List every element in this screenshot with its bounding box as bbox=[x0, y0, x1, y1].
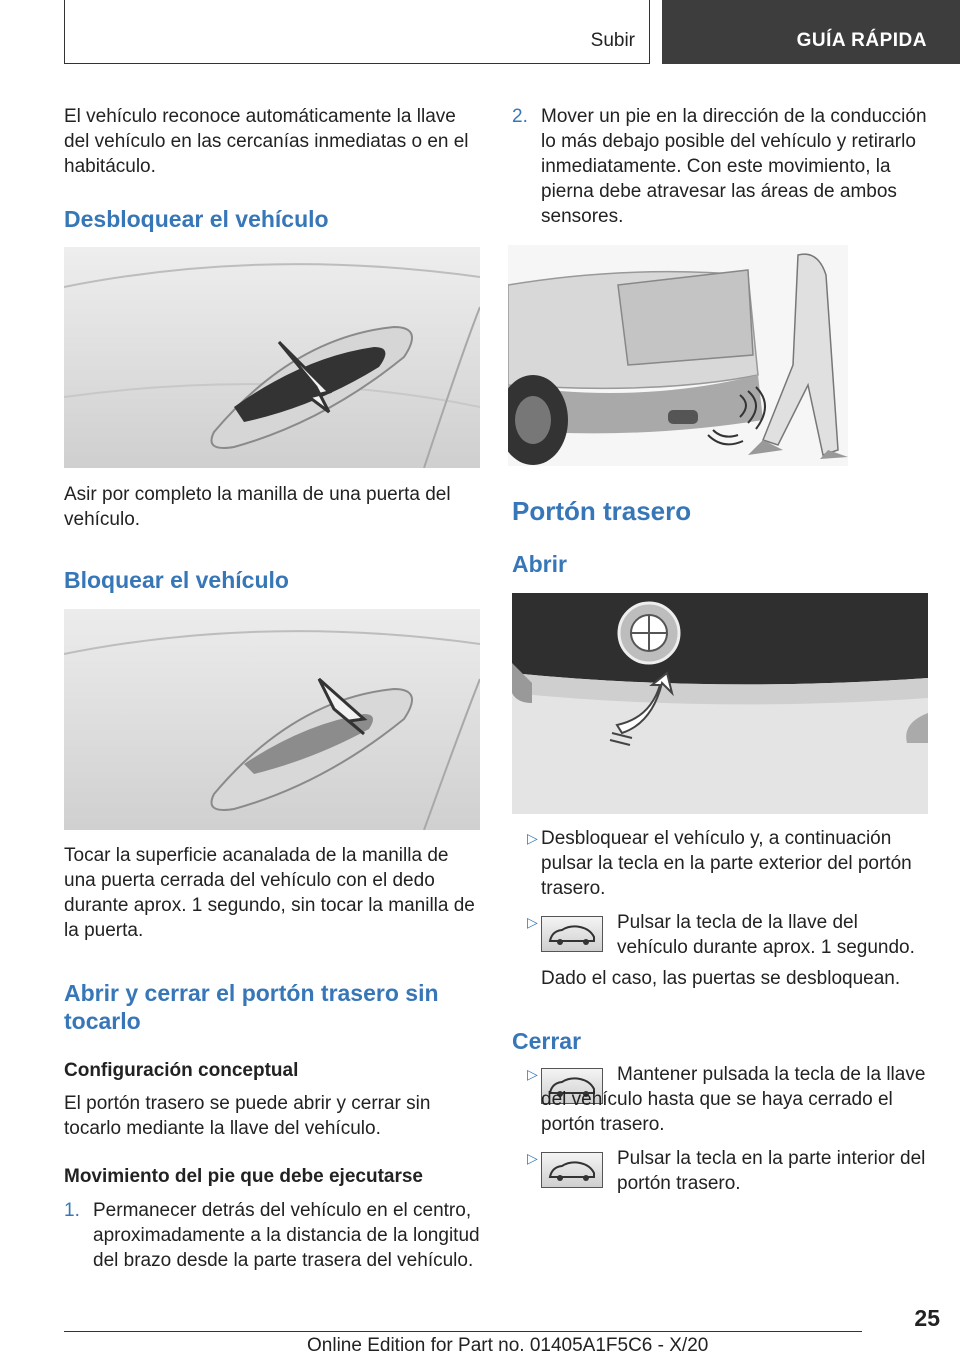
open-note: Dado el caso, las puertas se desbloquean. bbox=[541, 968, 901, 989]
bullet-icon: ▷ bbox=[527, 1150, 538, 1166]
bullet-icon: ▷ bbox=[527, 1066, 538, 1082]
close-item-1: Mantener pulsada la tecla de la llave del vehículo hasta que se haya cerrado el portón trasero. bbox=[541, 1064, 926, 1135]
footer-divider bbox=[64, 1331, 862, 1332]
bullet-icon: ▷ bbox=[527, 830, 538, 846]
lock-text: Tocar la superficie acanalada de la manilla de una puerta cerrada del vehículo con el dedo durante aprox. 1 segundo, sin tocar la manilla de la puerta. bbox=[64, 845, 475, 941]
car-key-icon bbox=[541, 1152, 603, 1188]
step2-text: Mover un pie en la dirección de la conducción lo más debajo posible del vehículo y retirarlo inmediatamente. Con este movimiento, la pierna debe atravesar las áreas de ambos sensores. bbox=[541, 106, 927, 227]
open-item-1: Desbloquear el vehículo y, a continuación pulsar la tecla en la parte exterior del portón trasero. bbox=[541, 828, 912, 899]
page-number: 25 bbox=[914, 1305, 940, 1331]
lock-heading: Bloquear el vehículo bbox=[64, 567, 289, 593]
car-key-icon bbox=[541, 916, 603, 952]
section-tab[interactable] bbox=[662, 0, 960, 64]
footer-edition: Online Edition for Part no. 01405A1F5C6 - X/20 bbox=[307, 1335, 709, 1356]
handsfree-heading: Abrir y cerrar el portón trasero sin tocarlo bbox=[64, 980, 439, 1034]
tailgate-heading: Portón trasero bbox=[512, 496, 692, 526]
unlock-text: Asir por completo la manilla de una puerta del vehículo. bbox=[64, 484, 451, 530]
movement-heading: Movimiento del pie que debe ejecutarse bbox=[64, 1166, 423, 1187]
step2-number: 2. bbox=[512, 106, 528, 127]
close-heading: Cerrar bbox=[512, 1028, 582, 1054]
unlock-heading: Desbloquear el vehículo bbox=[64, 206, 329, 232]
close-item-2: Pulsar la tecla en la parte interior del portón trasero. bbox=[617, 1148, 926, 1194]
open-heading: Abrir bbox=[512, 551, 567, 577]
tailgate-button-illustration bbox=[512, 593, 928, 814]
door-handle-lock-illustration bbox=[64, 609, 480, 830]
concept-heading: Configuración conceptual bbox=[64, 1060, 299, 1081]
step1-text: Permanecer detrás del vehículo en el centro, aproximadamente a la distancia de la longitud del brazo desde la parte trasera del vehículo. bbox=[93, 1200, 480, 1271]
intro-text: El vehículo reconoce automáticamente la llave del vehículo en las cercanías inmediatas o en el habitáculo. bbox=[64, 106, 469, 177]
open-item-2: Pulsar la tecla de la llave del vehículo durante aprox. 1 segundo. bbox=[617, 912, 915, 958]
concept-text: El portón trasero se puede abrir y cerrar sin tocarlo mediante la llave del vehículo. bbox=[64, 1093, 431, 1139]
bullet-icon: ▷ bbox=[527, 914, 538, 930]
header-nav-box bbox=[64, 0, 650, 64]
subir-link[interactable]: Subir bbox=[590, 30, 635, 51]
section-title: GUÍA RÁPIDA bbox=[796, 30, 927, 51]
foot-kick-illustration bbox=[508, 245, 848, 466]
step1-number: 1. bbox=[64, 1200, 80, 1221]
door-handle-unlock-illustration bbox=[64, 247, 480, 468]
